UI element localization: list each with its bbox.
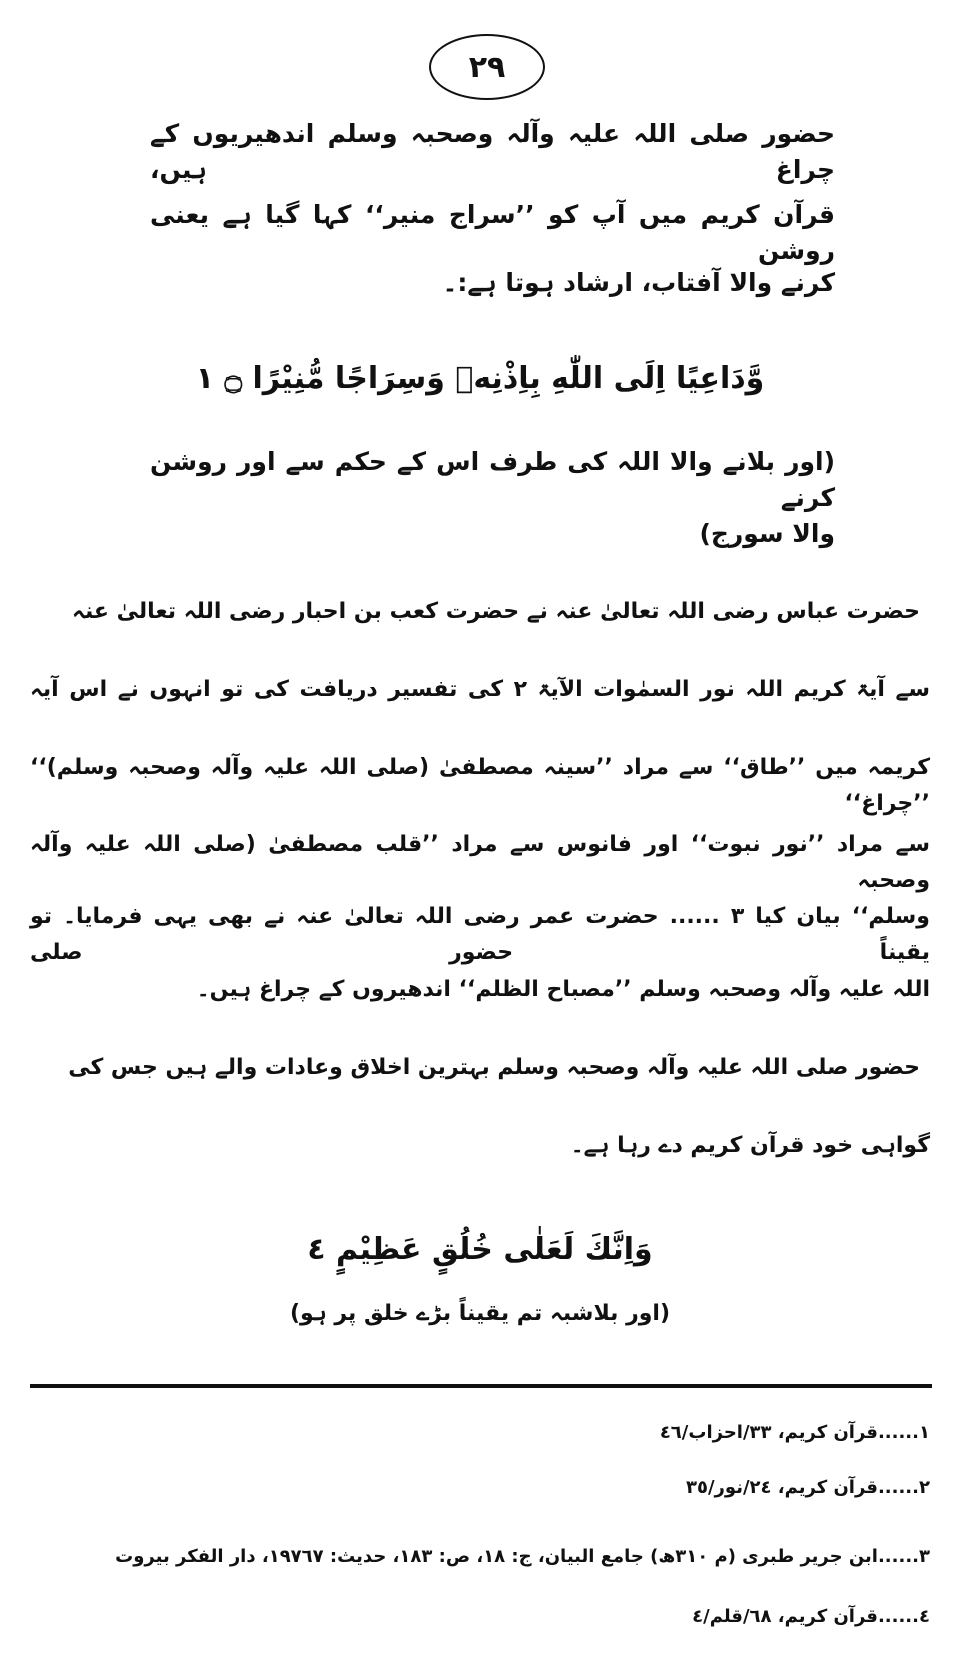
footnote: ١......قرآن کریم، ٣٣/احزاب/٤٦ (659, 1422, 930, 1443)
paragraph-line: کریمہ میں ’’طاق‘‘ سے مراد ’’سینہ مصطفیٰ (صلی اللہ علیہ وآلہ وصحبہ وسلم)‘‘ ’’چراغ‘‘ (30, 755, 930, 816)
paragraph-line: وسلم‘‘ بیان کیا ٣ ...... حضرت عمر رضی اللہ تعالیٰ عنہ نے بھی یہی فرمایا۔ تو یقیناً حضور صلی (30, 904, 930, 965)
translation-line: (اور بلاشبہ تم یقیناً بڑے خلق پر ہو) (289, 1301, 671, 1326)
footnote: ٢......قرآن کریم، ٢٤/نور/٣٥ (686, 1477, 930, 1498)
intro-line: کرنے والا آفتاب، ارشاد ہوتا ہے:۔ (442, 268, 835, 297)
footnote: ٤......قرآن کریم، ٦٨/قلم/٤ (692, 1606, 930, 1627)
intro-line: حضور صلی اللہ علیہ وآلہ وصحبہ وسلم اندھیریوں کے چراغ ہیں، (150, 119, 835, 184)
paragraph-line: حضرت عباس رضی اللہ تعالیٰ عنہ نے حضرت کعب بن احبار رضی اللہ تعالیٰ عنہ (72, 599, 920, 624)
translation-line: (اور بلانے والا اللہ کی طرف اس کے حکم سے اور روشن کرنے (150, 447, 835, 512)
paragraph-line: حضور صلی اللہ علیہ وآلہ وصحبہ وسلم بہترین اخلاق وعادات والے ہیں جس کی (68, 1055, 920, 1080)
footnote-divider (30, 1384, 932, 1388)
quran-verse: وَاِنَّكَ لَعَلٰى خُلُقٍ عَظِيْمٍ ٤ (307, 1232, 653, 1267)
paragraph-line: گواہی خود قرآن کریم دے رہا ہے۔ (570, 1133, 930, 1158)
translation-line: والا سورج) (699, 519, 835, 548)
paragraph-line: سے آیۃ کریم اللہ نور السمٰوات الآیۃ ٢ کی تفسیر دریافت کی تو انہوں نے اس آیہ (30, 677, 930, 702)
footnote: ٣......ابن جریر طبری (م ٣١٠ھ) جامع البیان، ج: ١٨، ص: ١٨٣، حدیث: ١٩٧٦٧، دار الفکر بیروت (115, 1546, 930, 1567)
paragraph-line: اللہ علیہ وآلہ وصحبہ وسلم ’’مصباح الظلم‘‘ اندھیروں کے چراغ ہیں۔ (196, 977, 930, 1002)
quran-verse: وَّدَاعِيًا اِلَى اللّٰهِ بِاِذْنِهٖ وَسِرَاجًا مُّنِيْرًا ۝ ١ (195, 361, 765, 396)
paragraph-line: سے مراد ’’نور نبوت‘‘ اور فانوس سے مراد ’’قلب مصطفیٰ (صلی اللہ علیہ وآلہ وصحبہ (30, 832, 930, 893)
intro-line: قرآن کریم میں آپ کو ’’سراج منیر‘‘ کہا گیا ہے یعنی روشن (150, 200, 835, 265)
page-number: ٢٩ (429, 34, 545, 100)
